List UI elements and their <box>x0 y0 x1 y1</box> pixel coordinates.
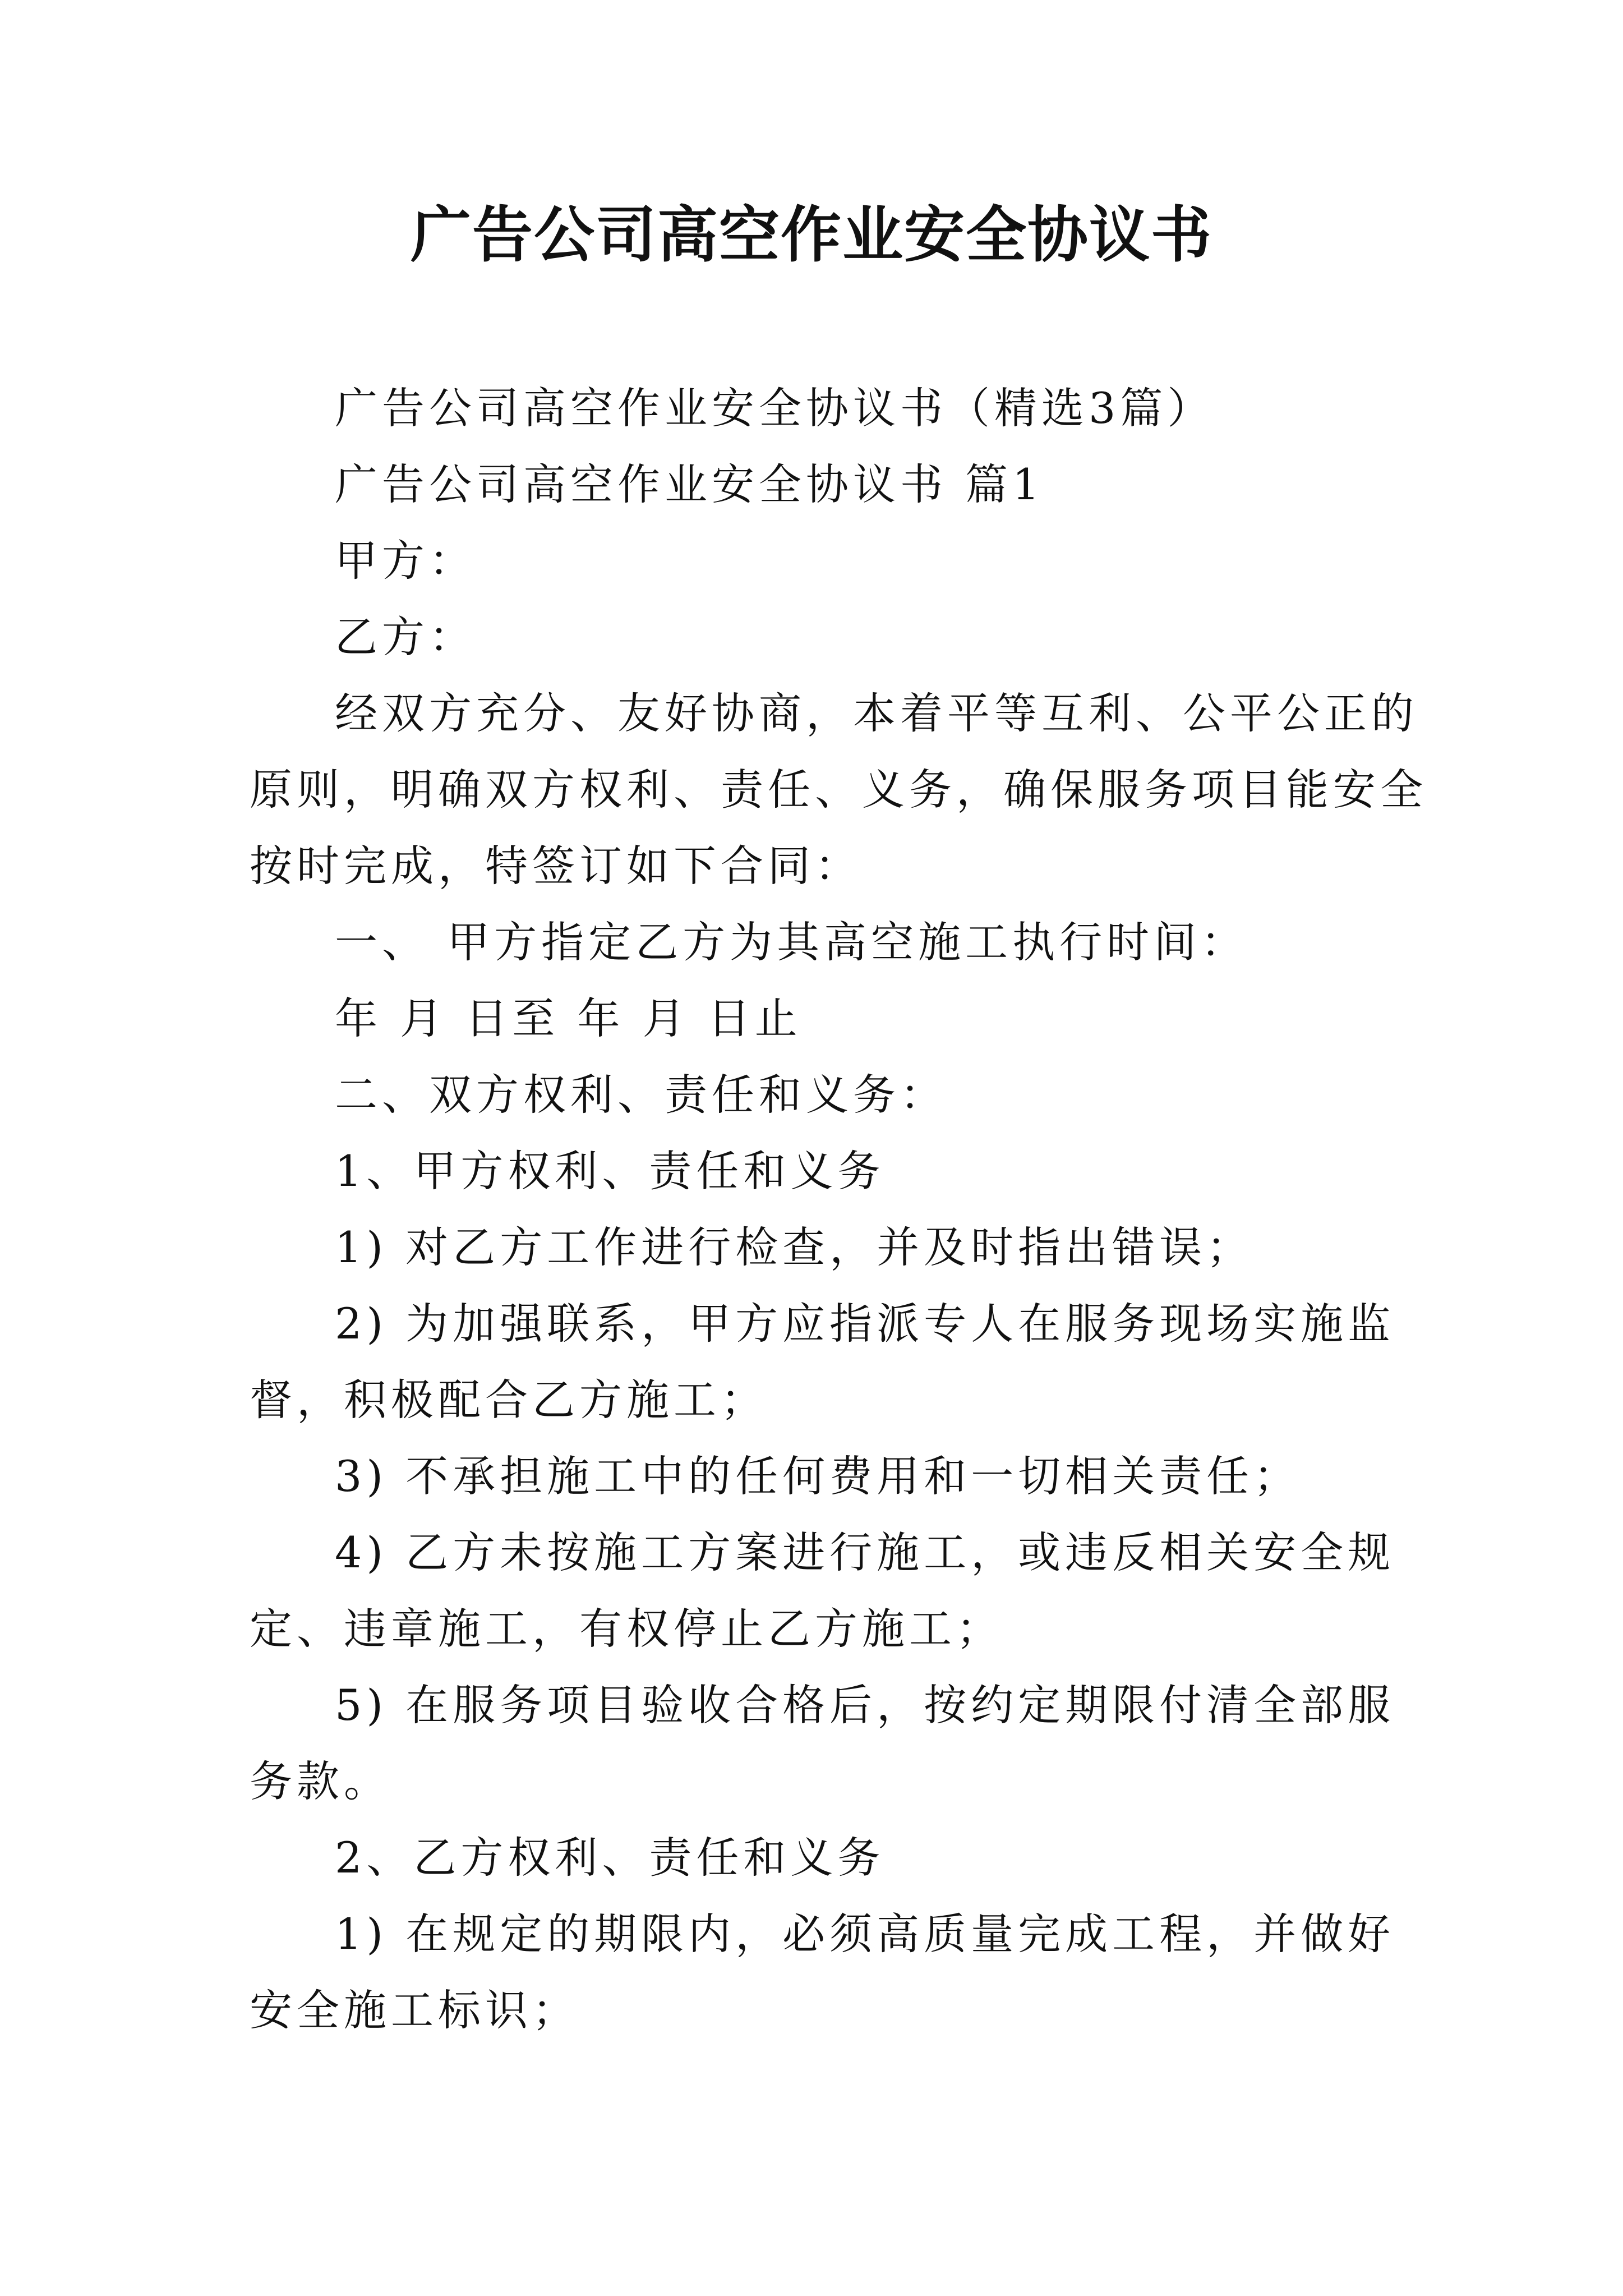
paragraph-party-a-duty-2: 2) 为加强联系，甲方应指派专人在服务现场实施监督，积极配合乙方施工； <box>250 1299 1395 1425</box>
paragraph-clause-1: 一、 甲方指定乙方为其高空施工执行时间： <box>335 917 1248 967</box>
paragraph-party-a: 甲方： <box>335 536 476 586</box>
document-body <box>250 370 1433 2049</box>
paragraph-party-b-duty-1: 1) 在规定的期限内，必须高质量完成工程，并做好安全施工标识； <box>250 1909 1395 2035</box>
paragraph-date-range: 年 月 日至 年 月 日止 <box>335 993 802 1043</box>
document-title: 广告公司高空作业安全协议书 <box>410 200 1212 270</box>
paragraph-section-heading: 广告公司高空作业安全协议书 篇1 <box>335 459 1044 509</box>
paragraph-party-b-duties-heading: 2、乙方权利、责任和义务 <box>335 1833 885 1883</box>
paragraph-party-a-duty-4: 4) 乙方未按施工方案进行施工，或违反相关安全规定、违章施工，有权停止乙方施工； <box>250 1527 1395 1654</box>
paragraph-party-a-duty-5: 5) 在服务项目验收合格后，按约定期限付清全部服务款。 <box>250 1680 1395 1806</box>
paragraph-preamble: 经双方充分、友好协商，本着平等互利、公平公正的原则，明确双方权利、责任、义务，确保服务项目能安全按时完成，特签订如下合同： <box>250 688 1427 891</box>
paragraph-party-b: 乙方： <box>335 612 476 662</box>
paragraph-party-a-duty-1: 1) 对乙方工作进行检查，并及时指出错误； <box>335 1222 1254 1272</box>
paragraph-subtitle: 广告公司高空作业安全协议书（精选3篇） <box>335 383 1215 433</box>
paragraph-party-a-duty-3: 3) 不承担施工中的任何费用和一切相关责任； <box>335 1451 1301 1501</box>
paragraph-party-a-duties-heading: 1、甲方权利、责任和义务 <box>335 1146 885 1196</box>
paragraph-clause-2: 二、双方权利、责任和义务： <box>335 1070 947 1120</box>
